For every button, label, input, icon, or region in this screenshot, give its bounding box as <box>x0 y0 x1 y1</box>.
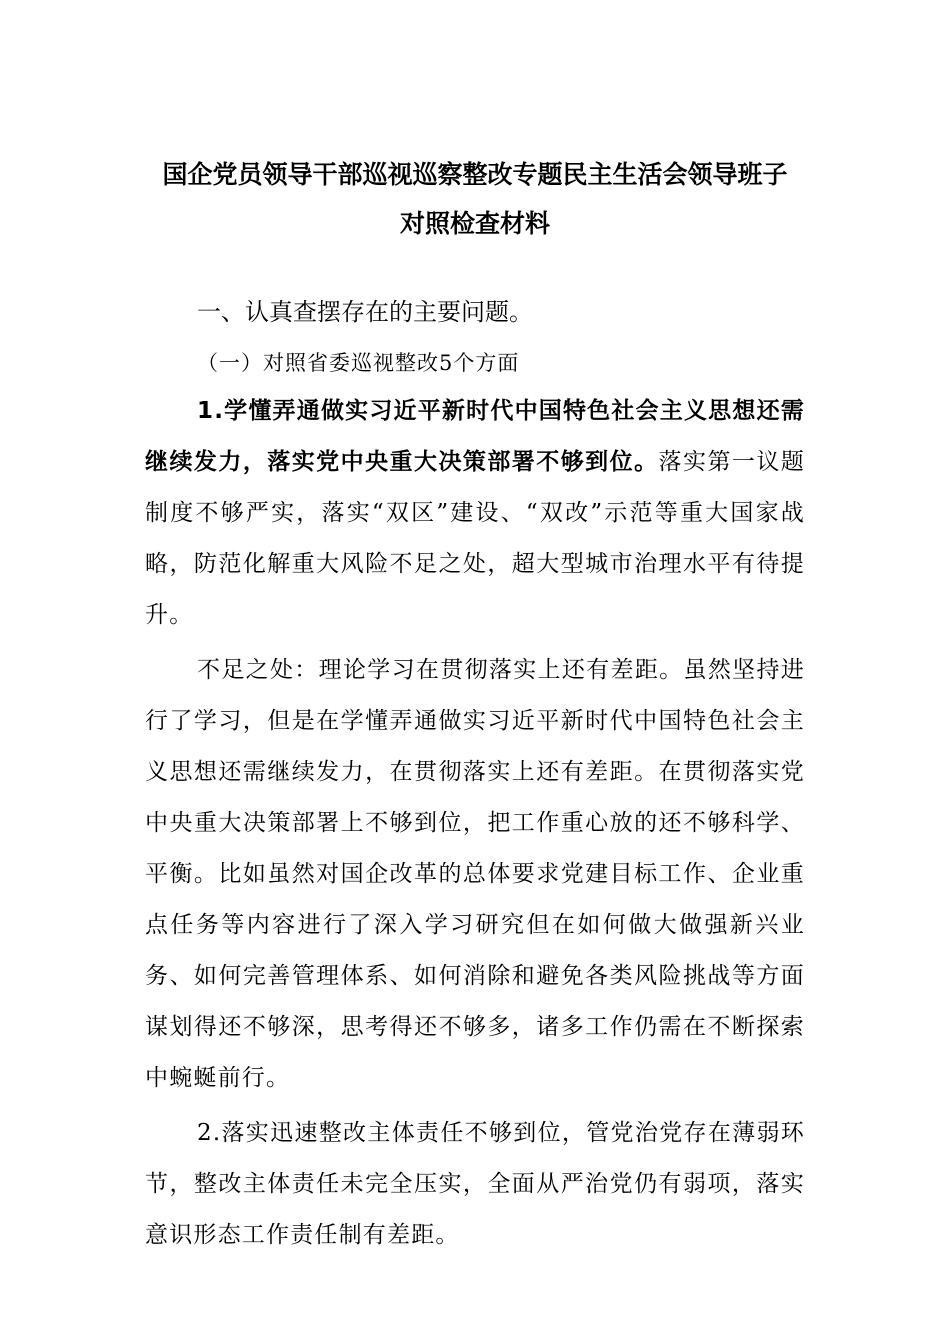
paragraph-item-1-bold: 1.学懂弄通做实习近平新时代中国特色社会主义思想还需继续发力，落实党中央重大决策部署不够到位。 <box>145 398 805 475</box>
paragraph-item-2: 2.落实迅速整改主体责任不够到位，管党治党存在薄弱环节，整改主体责任未完全压实，全面从严治党仍有弱项，落实意识形态工作责任制有差距。 <box>145 1120 805 1248</box>
title-line-1: 国企党员领导干部巡视巡察整改专题民主生活会领导班子 <box>162 160 788 189</box>
section-heading: 一、认真查摆存在的主要问题。 <box>197 298 533 326</box>
paragraph-item-1 <box>145 386 805 641</box>
title-line-2: 对照检查材料 <box>399 209 550 238</box>
paragraph-item-1-text: 落实第一议题制度不够严实，落实“双区”建设、“双改”示范等重大国家战略，防范化解重大风险不足之处，超大型城市治理水平有待提升。 <box>145 449 805 628</box>
section-subheading: （一）对照省委巡视整改5个方面 <box>197 351 520 375</box>
paragraph-shortcomings: 不足之处：理论学习在贯彻落实上还有差距。虽然坚持进行了学习，但是在学懂弄通做实习近平新时代中国特色社会主义思想还需继续发力，在贯彻落实上还有差距。在贯彻落实党中央重大决策部署上不够到位，把工作重心放的还不够科学、平衡。比如虽然对国企改革的总体要求党建目标工作、企业重点任务等内容进行了深入学习研究但在如何做大做强新兴业务、如何完善管理体系、如何消除和避免各类风险挑战等方面谋划得还不够深，思考得还不够多，诸多工作仍需在不断探索中蜿蜒前行。 <box>145 657 805 1091</box>
document-page <box>145 150 805 1261</box>
document-title <box>145 150 805 248</box>
